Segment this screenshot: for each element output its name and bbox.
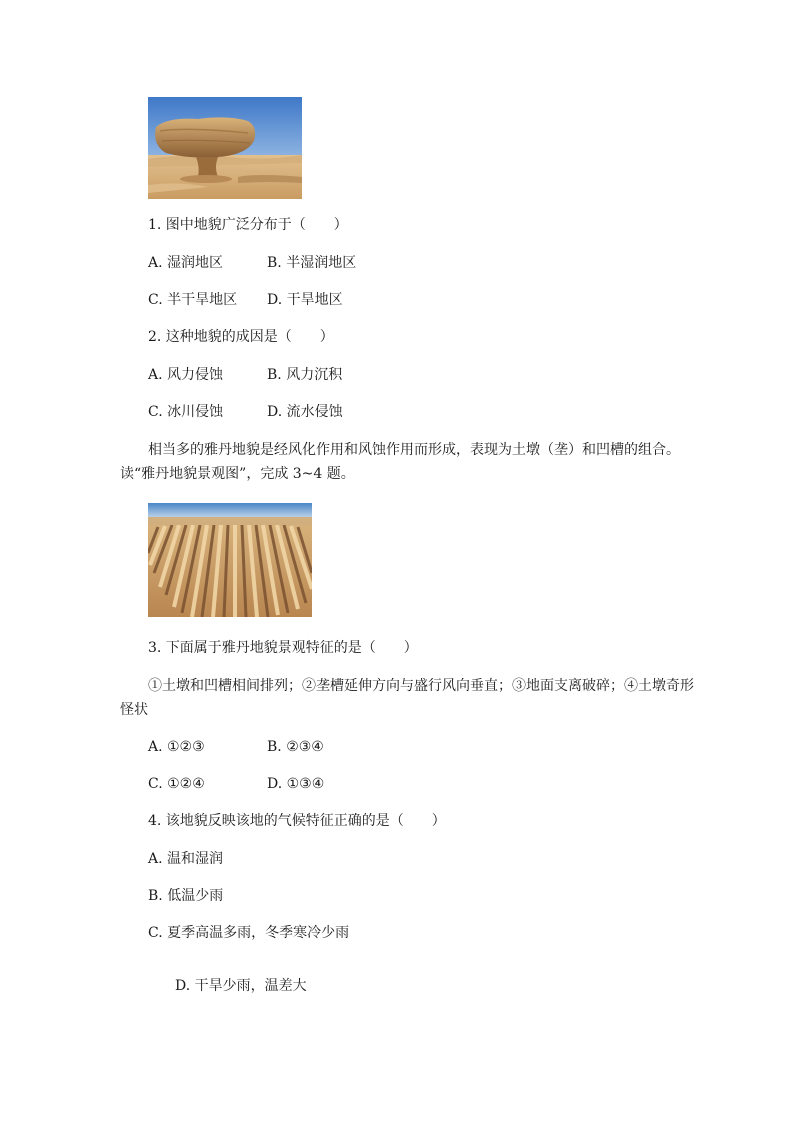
- q1-option-b: B. 半湿润地区: [267, 255, 357, 271]
- mushroom-rock-photo: [148, 97, 302, 199]
- q1-option-a: A. 湿润地区: [148, 255, 224, 271]
- passage-line-1: 相当多的雅丹地貌是经风化作用和风蚀作用而形成，表现为土墩（垄）和凹槽的组合。: [148, 442, 680, 458]
- q3-option-d: D. ①③④: [267, 776, 325, 792]
- q4-option-b: B. 低温少雨: [148, 888, 224, 904]
- mushroom-rock-illustration: [148, 97, 302, 199]
- q1-option-d: D. 干旱地区: [267, 292, 343, 308]
- q2-option-c: C. 冰川侵蚀: [148, 404, 224, 420]
- q4-option-d: D. 干旱少雨，温差大: [175, 978, 307, 994]
- q3-option-b: B. ②③④: [267, 739, 324, 755]
- q4-option-a: A. 温和湿润: [148, 851, 224, 867]
- q3-stem: 3. 下面属于雅丹地貌景观特征的是（ ）: [148, 640, 418, 656]
- q2-option-d: D. 流水侵蚀: [267, 404, 343, 420]
- q2-option-b: B. 风力沉积: [267, 367, 343, 383]
- q1-option-c: C. 半干旱地区: [148, 292, 238, 308]
- q1-stem: 1. 图中地貌广泛分布于（ ）: [148, 217, 348, 233]
- yardang-landscape-illustration: [148, 503, 312, 617]
- q4-stem: 4. 该地貌反映该地的气候特征正确的是（ ）: [148, 813, 446, 829]
- q3-statements-line-1: ①土墩和凹槽相间排列；②垄槽延伸方向与盛行风向垂直；③地面支离破碎；④土墩奇形: [148, 678, 694, 694]
- passage-line-2: 读“雅丹地貌景观图”，完成 3~4 题。: [120, 466, 355, 482]
- q2-stem: 2. 这种地貌的成因是（ ）: [148, 329, 334, 345]
- q3-option-c: C. ①②④: [148, 776, 205, 792]
- q4-option-c: C. 夏季高温多雨，冬季寒冷少雨: [148, 925, 350, 941]
- q3-statements-line-2: 怪状: [120, 702, 148, 718]
- q2-option-a: A. 风力侵蚀: [148, 367, 224, 383]
- yardang-landscape-photo: [148, 503, 312, 617]
- q3-option-a: A. ①②③: [148, 739, 205, 755]
